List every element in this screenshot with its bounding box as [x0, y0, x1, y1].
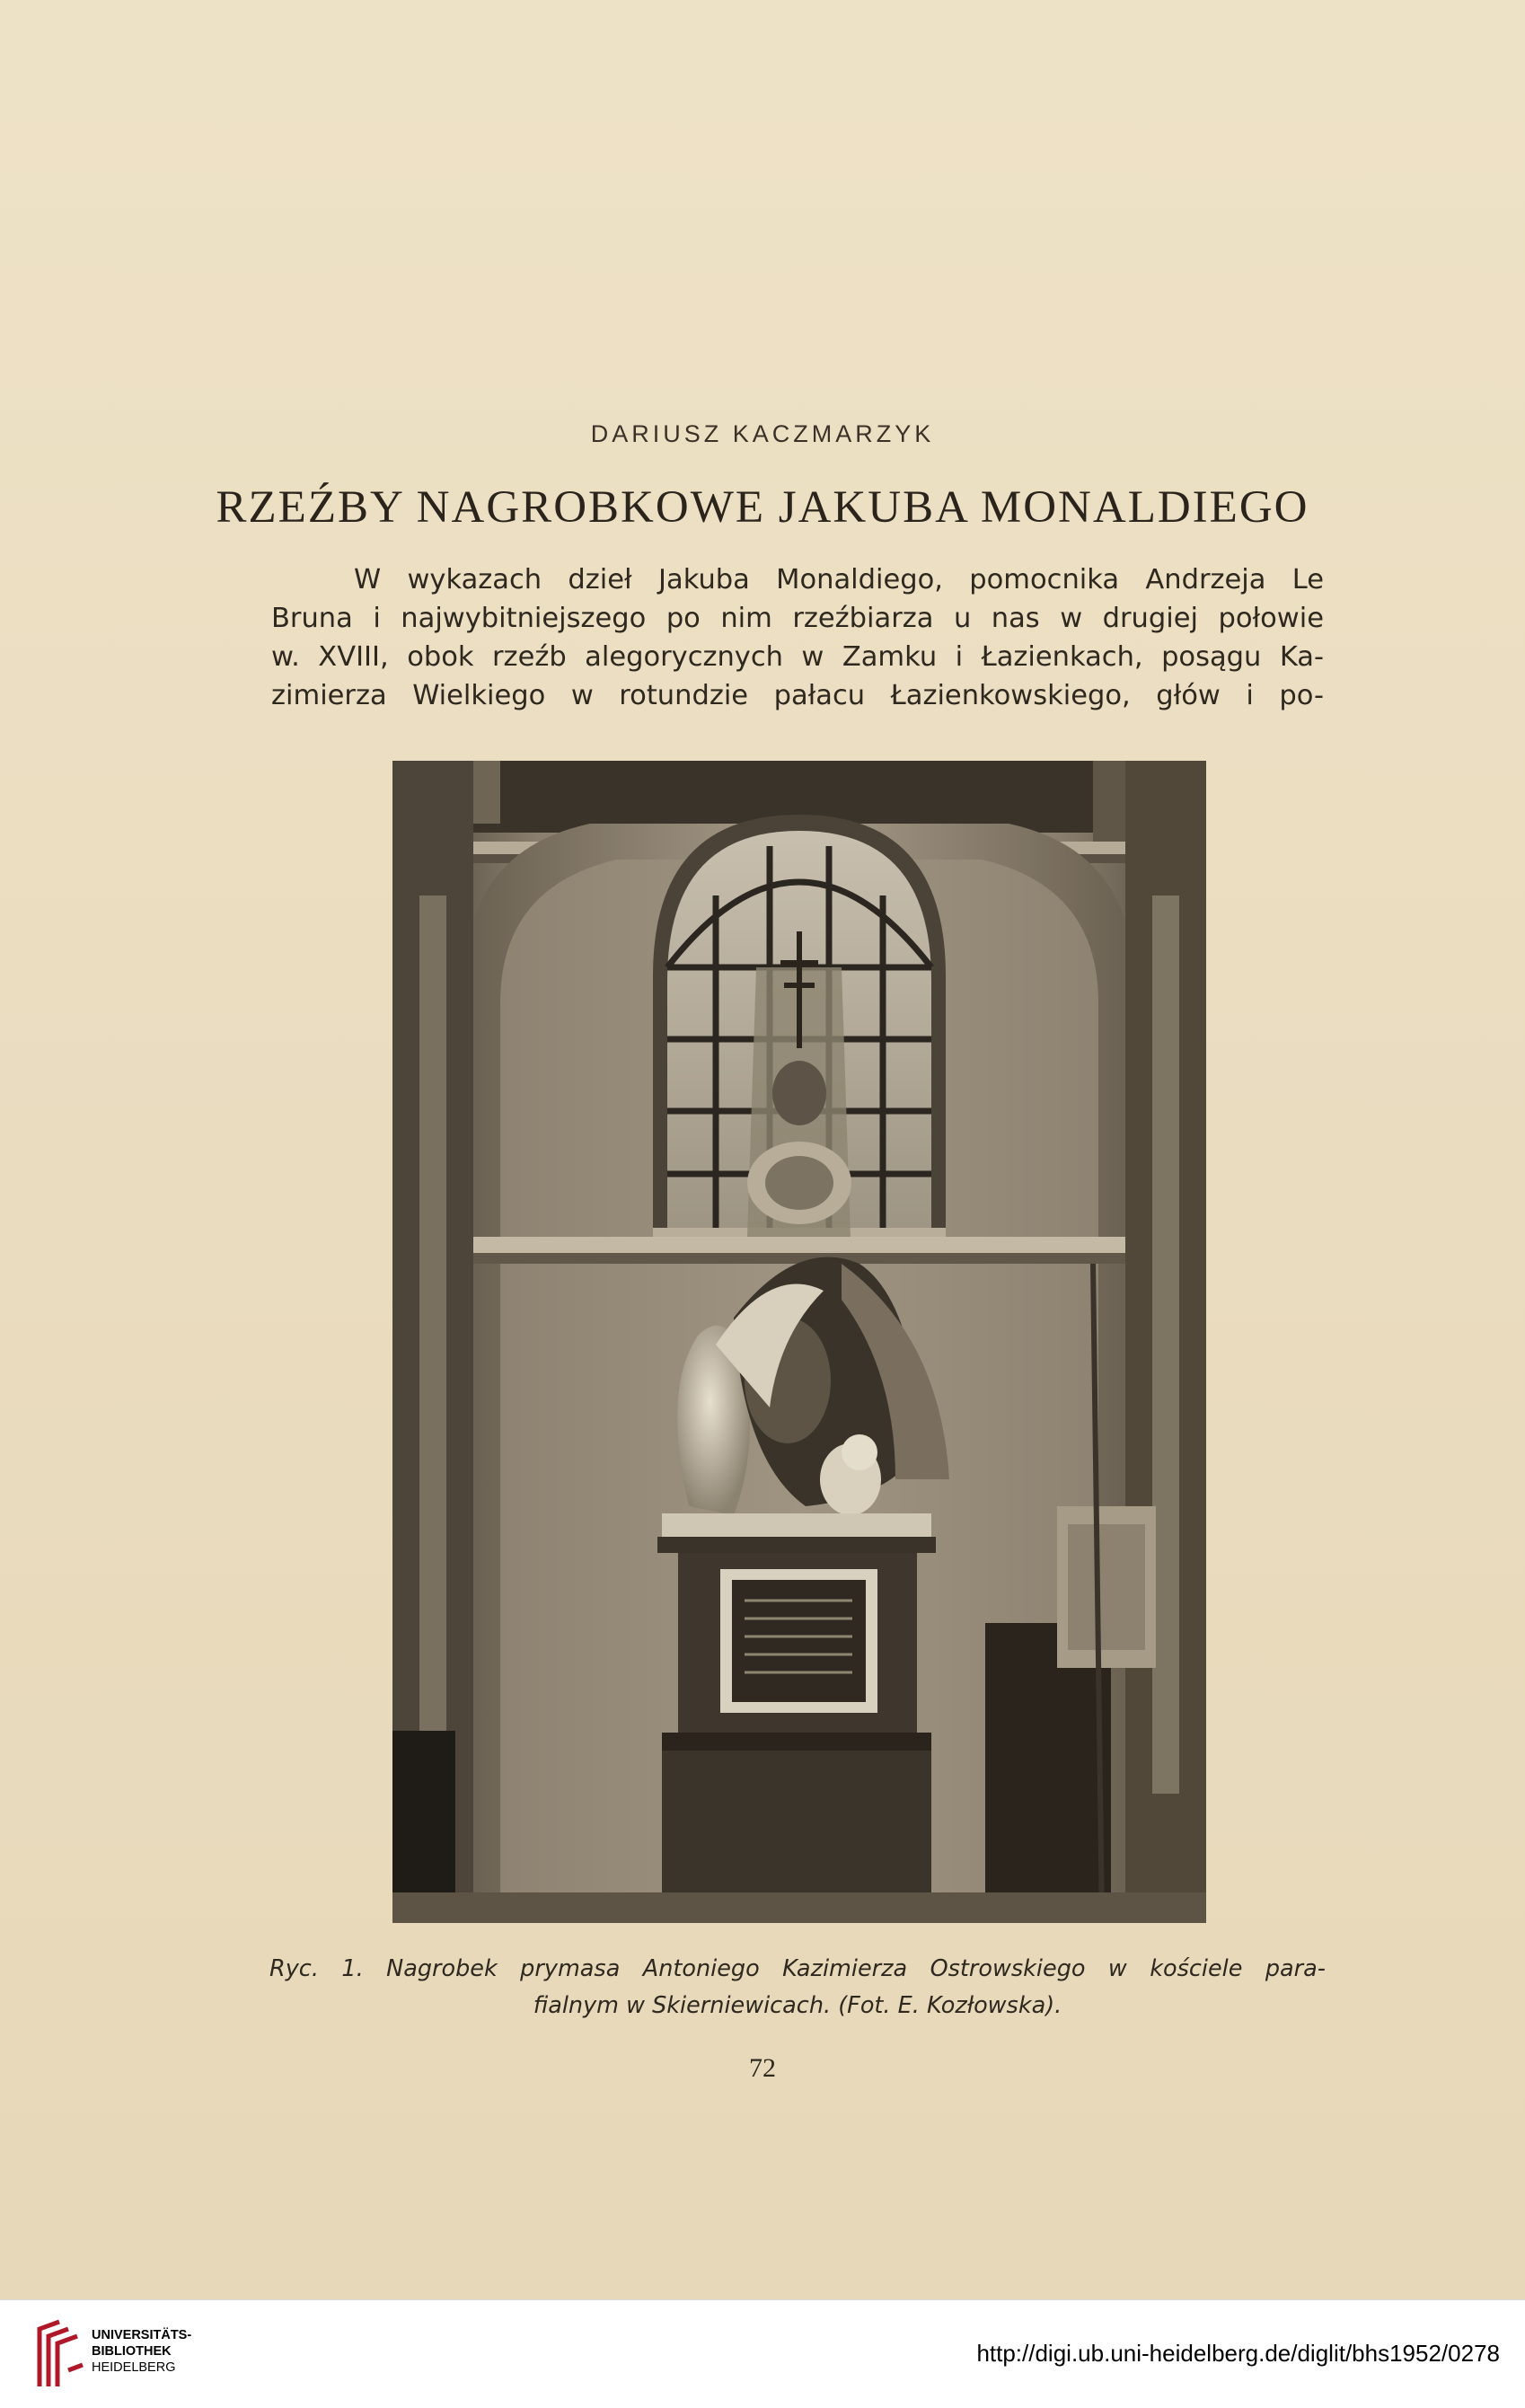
article-paragraph	[271, 560, 1324, 715]
library-logo-icon	[32, 2316, 88, 2392]
tomb-photograph-drawing	[392, 761, 1206, 1923]
caption-line: fialnym w Skierniewicach. (Fot. E. Kozłowska).	[533, 1992, 1062, 2019]
library-name-line: HEIDELBERG	[92, 2360, 176, 2375]
paragraph-line: w. XVIII, obok rzeźb alegorycznych w Zamku i Łazienkach, posągu Ka-	[271, 641, 1324, 673]
digitization-footer	[0, 2299, 1525, 2408]
library-name-line: BIBLIOTHEK	[92, 2344, 172, 2359]
tomb-photograph	[392, 761, 1206, 1923]
figure-caption	[269, 1951, 1326, 2024]
library-name	[92, 2327, 191, 2376]
article-author: DARIUSZ KACZMARZYK	[590, 420, 935, 447]
article-title: RZEŹBY NAGROBKOWE JAKUBA MONALDIEGO	[216, 482, 1309, 533]
page-number: 72	[749, 2053, 776, 2083]
paragraph-line: W wykazach dzieł Jakuba Monaldiego, pomocnika Andrzeja Le	[354, 564, 1324, 595]
source-url-link[interactable]: http://digi.ub.uni-heidelberg.de/diglit/bhs1952/0278	[976, 2340, 1500, 2367]
paragraph-line: Bruna i najwybitniejszego po nim rzeźbiarza u nas w drugiej połowie	[271, 603, 1324, 634]
caption-line: Ryc. 1. Nagrobek prymasa Antoniego Kazimierza Ostrowskiego w kościele para-	[269, 1955, 1326, 1982]
library-name-line: UNIVERSITÄTS-	[92, 2328, 192, 2342]
paragraph-line: zimierza Wielkiego w rotundzie pałacu Łazienkowskiego, głów i po-	[271, 680, 1324, 711]
